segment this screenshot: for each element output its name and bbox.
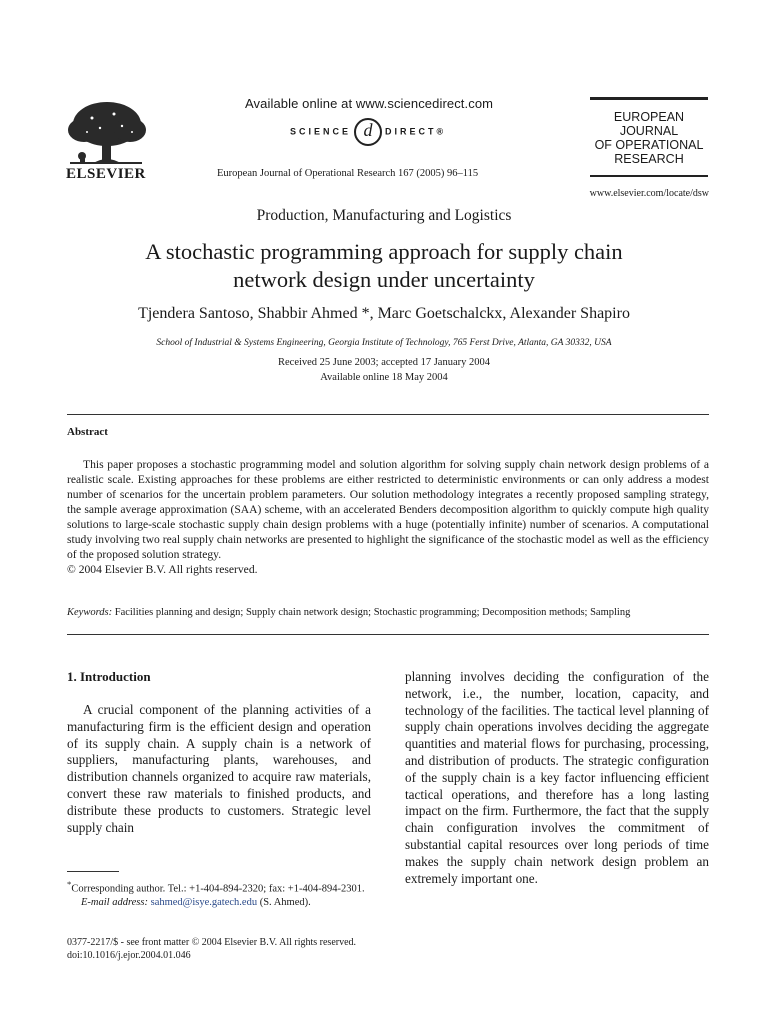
footnote-rule (67, 871, 119, 872)
available-online-banner: Available online at www.sciencedirect.com (245, 96, 494, 111)
ejor-line: JOURNAL (619, 124, 679, 138)
abstract-heading: Abstract (67, 426, 108, 438)
abstract-body (67, 457, 709, 577)
footnote-marker: * (67, 879, 72, 889)
title-line: A stochastic programming approach for supply chain (145, 239, 623, 264)
issn-line: 0377-2217/$ - see front matter © 2004 Elsevier B.V. All rights reserved. (67, 937, 357, 948)
divider (67, 414, 709, 415)
sciencedirect-logo (290, 118, 446, 146)
affiliation: School of Industrial & Systems Engineering, Georgia Institute of Technology, 765 Ferst Drive, Atlanta, GA 30332, USA (156, 338, 612, 348)
front-matter (67, 936, 356, 962)
abstract-paragraph: This paper proposes a stochastic programming model and solution algorithm for solving supply chain network design problems of a realistic scale. Existing approaches for these problems are either restricted to deterministic environments or can only address a modest number of scenarios for the uncertain problem parameters. Our solution methodology integrates a recently proposed sampling strategy, the sample average approximation (SAA) scheme, with an accelerated Benders decomposition algorithm to quickly compute high quality solutions to large-scale stochastic supply chain design problems with a huge (potentially infinite) number of scenarios. A computational study involving two real supply chain networks are presented to highlight the significance of the stochastic model as well as the efficiency of the proposed solution strategy. (67, 458, 709, 561)
section-heading: Production, Manufacturing and Logistics (256, 207, 512, 224)
ejor-rule-top (590, 97, 708, 100)
journal-reference: European Journal of Operational Research 167 (2005) 96–115 (217, 168, 479, 179)
author-list: Tjendera Santoso, Shabbir Ahmed *, Marc Goetschalckx, Alexander Shapiro (138, 305, 630, 322)
sd-left-text: SCIENCE (290, 126, 352, 137)
left-column (67, 702, 371, 836)
ejor-rule-bottom (590, 175, 708, 177)
ejor-line: RESEARCH (614, 152, 684, 166)
doi-line[interactable]: doi:10.1016/j.ejor.2004.01.046 (67, 950, 191, 961)
journal-title-block (590, 110, 708, 166)
title-line: network design under uncertainty (233, 267, 535, 292)
divider (67, 634, 709, 635)
right-column (405, 669, 709, 887)
available-online-date: Available online 18 May 2004 (320, 372, 448, 383)
footnote (67, 878, 377, 910)
intro-paragraph-left: A crucial component of the planning activities of a manufacturing firm is the efficient design and operation of its supply chain. A supply chain is a network of suppliers, manufacturing plants, warehouses, and distribution channels organized to acquire raw materials, convert these raw materials to finished products, and distribute these products to customers. Strategic level supply chain (67, 702, 371, 835)
introduction-heading: 1. Introduction (67, 669, 151, 684)
journal-url-link[interactable]: www.elsevier.com/locate/dsw (589, 188, 709, 199)
sd-mark-icon: d (354, 118, 382, 146)
keywords-label: Keywords: (67, 607, 113, 618)
sd-right-text: DIRECT® (385, 126, 447, 137)
publisher-wordmark: ELSEVIER (66, 166, 146, 182)
ejor-line: EUROPEAN (613, 110, 685, 124)
received-dates: Received 25 June 2003; accepted 17 January 2004 (278, 357, 490, 368)
email-link[interactable]: sahmed@isye.gatech.edu (150, 897, 258, 908)
corresponding-author: Corresponding author. Tel.: +1-404-894-2320; fax: +1-404-894-2301. (71, 883, 365, 895)
keywords-text: Facilities planning and design; Supply chain network design; Stochastic programming; Decomposition methods; Sampling (114, 607, 631, 618)
ejor-line: OF OPERATIONAL (594, 138, 704, 152)
abstract-copyright: © 2004 Elsevier B.V. All rights reserved. (67, 563, 258, 576)
keywords-line (67, 607, 709, 618)
email-label: E-mail address: (81, 897, 148, 908)
intro-paragraph-right: planning involves deciding the configuration of the network, i.e., the number, location, capacity, and technology of the facilities. The tactical level planning of supply chain operations involves deciding the aggregate quantities and material flows for purchasing, processing, and distribution of products. The strategic configuration of the supply chain is a key factor influencing efficient tactical operations, and therefore has a long lasting impact on the firm. Furthermore, the fact that the supply chain configuration involves the commitment of substantial capital resources over long periods of time makes the supply chain network design problem an extremely important one. (405, 669, 709, 886)
email-suffix: (S. Ahmed). (259, 897, 311, 908)
paper-title (60, 238, 708, 294)
